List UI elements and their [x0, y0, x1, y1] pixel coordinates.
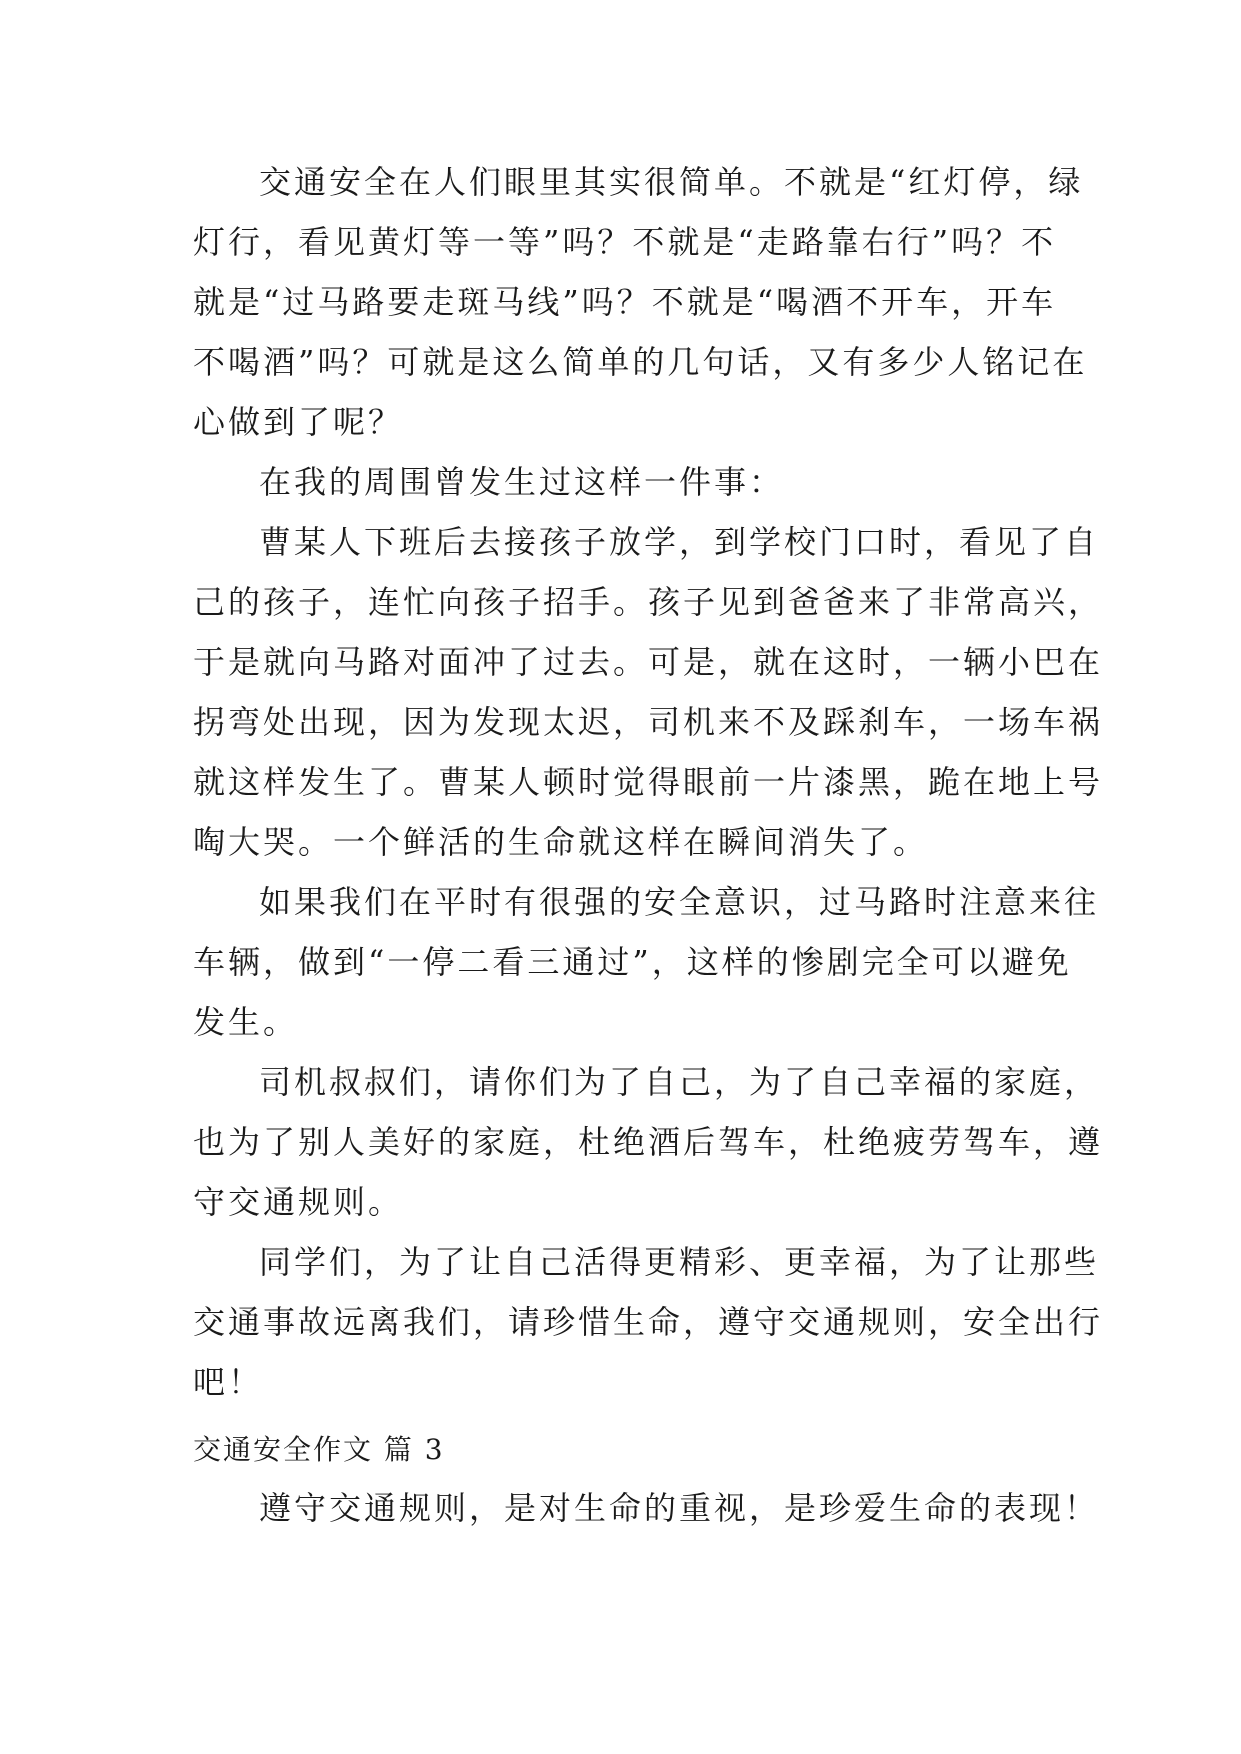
paragraph-4-line-3: 发生。	[193, 1003, 299, 1041]
paragraph-1-line-3: 就是“过马路要走斑马线”吗？不就是“喝酒不开车，开车	[193, 283, 1057, 321]
paragraph-1-line-1: 交通安全在人们眼里其实很简单。不就是“红灯停，绿	[259, 163, 1084, 201]
paragraph-4-line-2: 车辆，做到“一停二看三通过”，这样的惨剧完全可以避免	[193, 943, 1072, 981]
paragraph-3-line-5: 就这样发生了。曹某人顿时觉得眼前一片漆黑，跪在地上号	[193, 763, 1104, 801]
paragraph-1-line-4: 不喝酒”吗？可就是这么简单的几句话，又有多少人铭记在	[193, 343, 1088, 381]
paragraph-5-line-3: 守交通规则。	[193, 1183, 404, 1221]
paragraph-3-line-6: 啕大哭。一个鲜活的生命就这样在瞬间消失了。	[193, 823, 929, 861]
paragraph-6-line-3: 吧！	[193, 1363, 264, 1401]
paragraph-6-line-2: 交通事故远离我们，请珍惜生命，遵守交通规则，安全出行	[193, 1303, 1104, 1341]
paragraph-1-line-2: 灯行，看见黄灯等一等”吗？不就是“走路靠右行”吗？不	[193, 223, 1057, 261]
paragraph-6-line-1: 同学们，为了让自己活得更精彩、更幸福，为了让那些	[259, 1243, 1100, 1281]
paragraph-3-line-2: 己的孩子，连忙向孩子招手。孩子见到爸爸来了非常高兴，	[193, 583, 1104, 621]
paragraph-3-line-1: 曹某人下班后去接孩子放学，到学校门口时，看见了自	[259, 523, 1100, 561]
last-paragraph	[193, 1478, 1100, 1538]
paragraph-1-line-5: 心做到了呢？	[193, 403, 404, 441]
paragraph-2-line-1: 在我的周围曾发生过这样一件事：	[259, 463, 785, 501]
paragraph-4-line-1: 如果我们在平时有很强的安全意识，过马路时注意来往	[259, 883, 1100, 921]
paragraph-5-line-2: 也为了别人美好的家庭，杜绝酒后驾车，杜绝疲劳驾车，遵	[193, 1123, 1104, 1161]
paragraph-5-line-1: 司机叔叔们，请你们为了自己，为了自己幸福的家庭，	[259, 1063, 1100, 1101]
section-heading: 交通安全作文 篇 3	[193, 1433, 445, 1466]
paragraph-3-line-3: 于是就向马路对面冲了过去。可是，就在这时，一辆小巴在	[193, 643, 1104, 681]
paragraph-3-line-4: 拐弯处出现，因为发现太迟，司机来不及踩刹车，一场车祸	[193, 703, 1104, 741]
body-text	[193, 152, 1104, 1412]
last-paragraph-line-1: 遵守交通规则，是对生命的重视，是珍爱生命的表现！	[259, 1489, 1100, 1527]
